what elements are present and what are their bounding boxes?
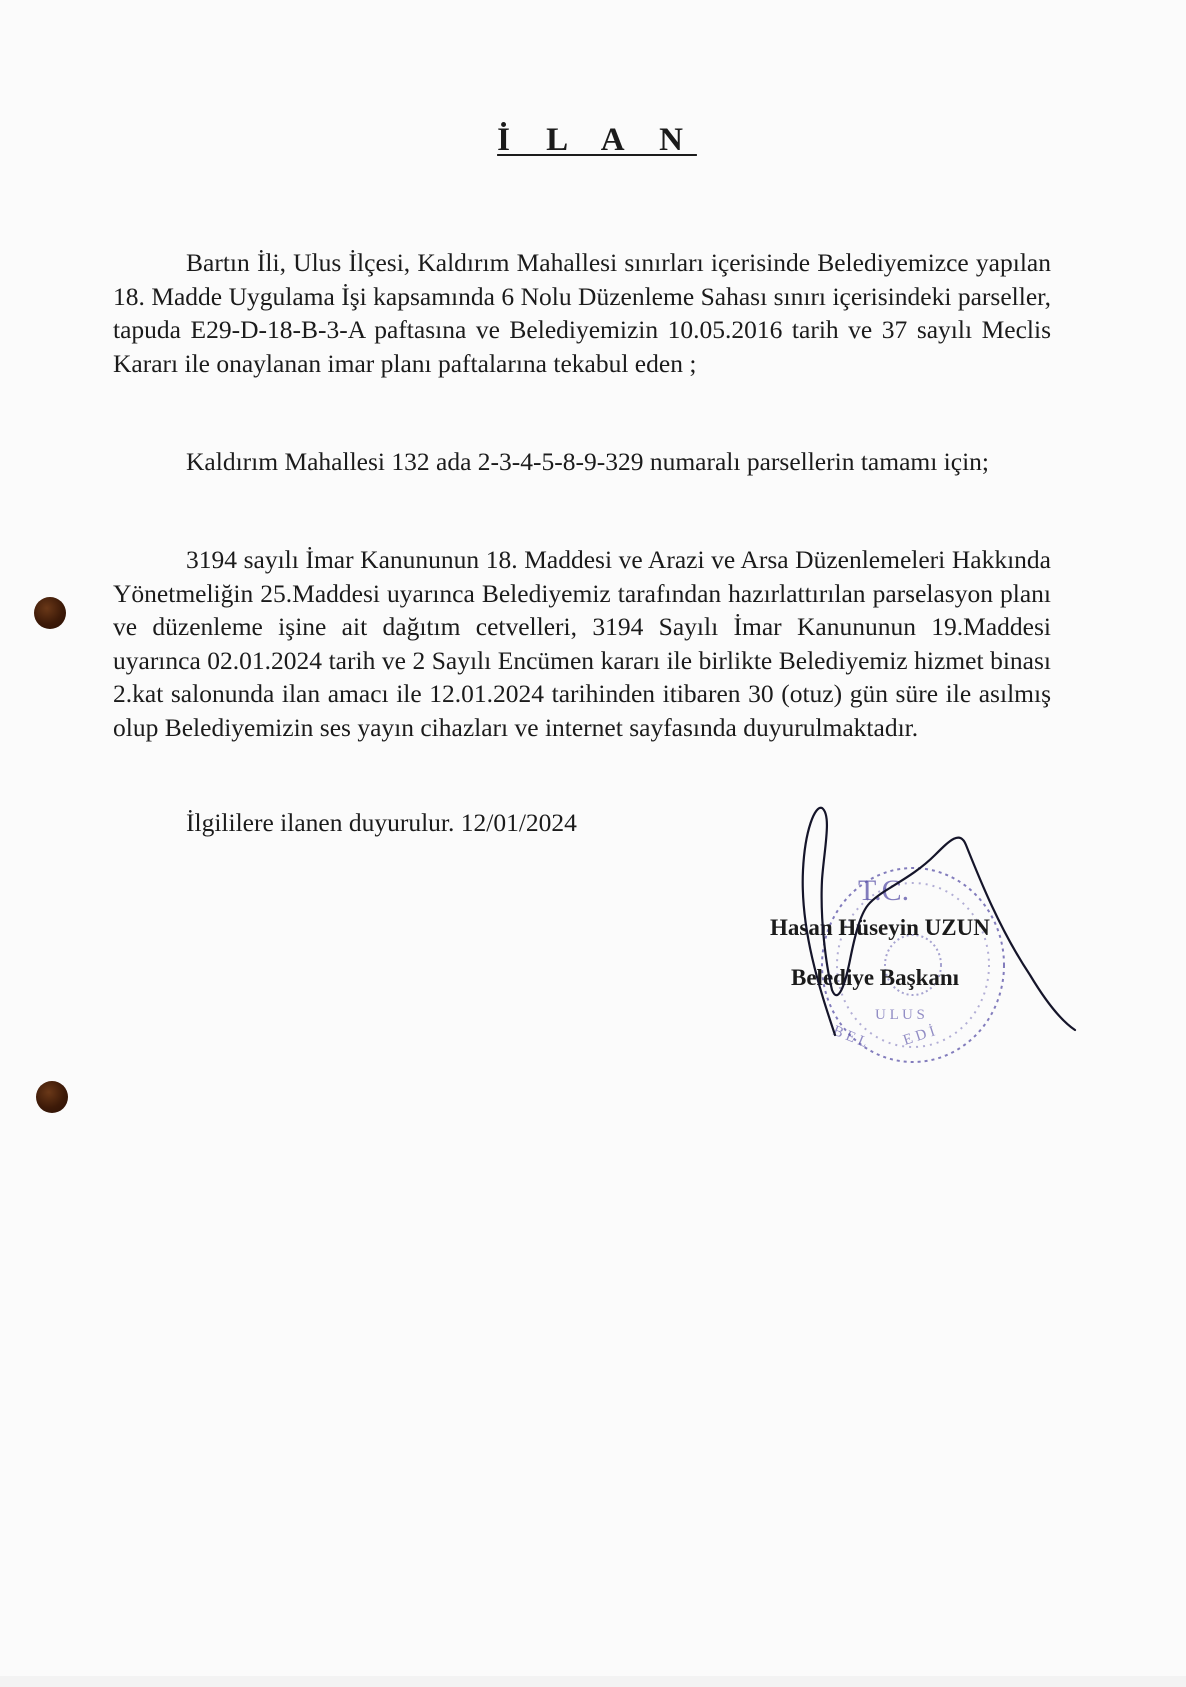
paragraph-closing: İlgililere ilanen duyurulur. 12/01/2024 [186, 808, 577, 837]
signer-title: Belediye Başkanı [791, 965, 960, 990]
paragraph-announcement: 3194 sayılı İmar Kanununun 18. Maddesi ve Arazi ve Arsa Düzenlemeleri Hakkında Yönetmeliğin 25.Maddesi uyarınca Belediyemiz tarafından hazırlattırılan parselasyon planı ve düzenleme işine ait dağıtım cetvelleri, 3194 Sayılı İmar Kanununun 19.Maddesi uyarınca 02.01.2024 tarih ve 2 Sayılı Encümen kararı ile birlikte Belediyemiz hizmet binası 2.kat salonunda ilan amacı ile 12.01.2024 tarihinden itibaren 30 (otuz) gün süre ile asılmış olup Belediyemizin ses yayın cihazları ve internet sayfasında duyurulmaktadır. [113, 545, 1051, 742]
document-title: İ L A N [497, 122, 697, 158]
punch-hole [36, 1081, 68, 1113]
punch-hole [34, 597, 66, 629]
svg-text:T.C.: T.C. [858, 874, 910, 907]
signer-name: Hasan Hüseyin UZUN [770, 915, 990, 940]
paragraph-location: Bartın İli, Ulus İlçesi, Kaldırım Mahallesi sınırları içerisinde Belediyemizce yapılan 18. Madde Uygulama İşi kapsamında 6 Nolu Düzenleme Sahası sınırı içerisindeki parseller, tapuda E29-D-18-B-3-A paftasına ve Belediyemizin 10.05.2016 tarih ve 37 sayılı Meclis Kararı ile onaylanan imar planı paftalarına tekabul eden ; [113, 248, 1051, 378]
svg-text:E D İ: E D İ [901, 1023, 938, 1049]
svg-text:U L U S: U L U S [875, 1007, 925, 1023]
paragraph-parcels: Kaldırım Mahallesi 132 ada 2-3-4-5-8-9-329 numaralı parsellerin tamamı için; [186, 447, 990, 476]
svg-text:B E L: B E L [830, 1022, 870, 1052]
